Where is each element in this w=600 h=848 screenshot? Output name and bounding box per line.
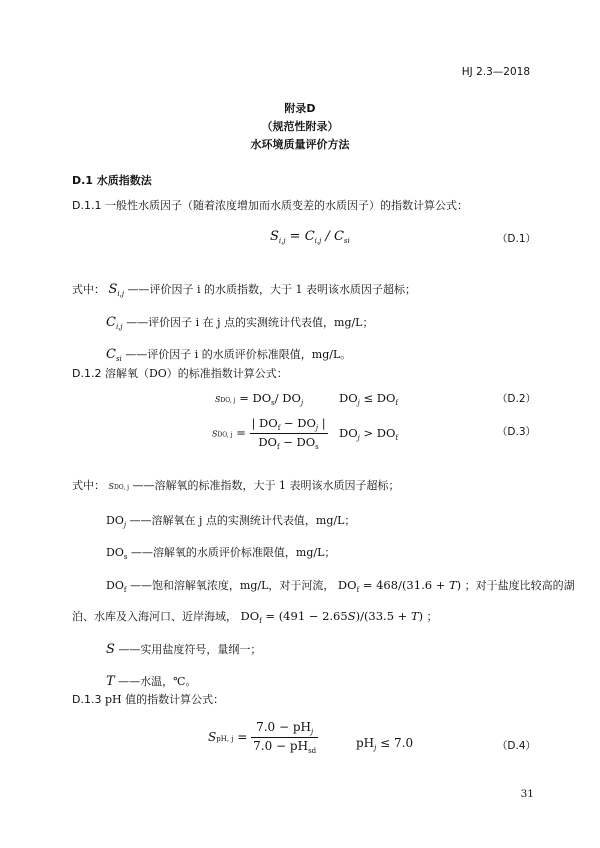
symbol-s: S [106,642,115,657]
symbol-csi: $C_{si}$ [106,347,122,363]
where-label: 式中： [72,283,105,296]
d12-def-row-3 [106,544,335,561]
d12-def-row-2 [106,512,355,529]
d12-intro [72,365,288,381]
appendix-title: 水环境质量评价方法 [250,138,350,151]
d11-def1: ——评价因子 i 的水质指数，大于 1 表明该水质因子超标； [127,283,417,296]
symbol-t: T [106,674,115,689]
condition-d4: $pH_j \le 7.0$ [356,736,414,752]
condition-d3: $DO_j > DO_f$ [339,426,399,442]
formula-dof-river: $DO_f = 468/(31.6 + T)$ [337,578,462,594]
d11-label: D.1.1 [72,199,102,212]
d13-label: D.1.3 [72,693,102,706]
symbol-sij: $S_{i,j}$ [108,282,125,298]
d13-intro [72,691,224,707]
section-heading: D.1 水质指数法 [72,174,152,187]
eq-d4-number: （D.4） [496,740,536,752]
d12-def1: ——溶解氧的标准指数，大于 1 表明该水质因子超标； [132,479,400,492]
d11-intro [72,197,468,213]
d12-text: 溶解氧（DO）的标准指数计算公式： [104,367,288,380]
d12-def-row-6 [106,673,196,689]
formula-dof-saline: $DO_f = (491 - 2.65S)/(33.5 + T)$ [240,609,424,625]
d11-def3: ——评价因子 i 的水质评价标准限值，mg/L。 [125,348,352,361]
d12-label: D.1.2 [72,367,102,380]
symbol-dos: $DO_s$ [106,546,128,561]
appendix-type: （规范性附录） [261,120,339,133]
d11-def-row-2 [106,314,374,331]
d13-text: pH 值的指数计算公式： [104,693,225,706]
eq-d2-number: （D.2） [496,393,536,405]
d11-def-row-3 [106,346,351,363]
d12-def-row-5 [106,641,261,657]
d12-def-row-4b [72,608,438,625]
d12-def4: ——饱和溶解氧浓度，mg/L，对于河流， [129,579,335,592]
d12-def5: ——实用盐度符号，量纲一； [118,643,262,656]
d12-def4-tail: ；对于盐度比较高的湖 [464,579,575,592]
standard-code: HJ 2.3—2018 [461,66,530,78]
equation-d2: SDO, $j = DO_s/$ $DO_j$ [215,391,304,407]
d11-def-row-1 [72,281,416,298]
page-number: 31 [520,788,534,800]
d12-def4-line2: 泊、水库及入海河口、近岸海域， [72,610,237,623]
d11-text: 一般性水质因子（随着浓度增加而水质变差的水质因子）的指数计算公式： [104,199,468,212]
symbol-dof: $DO_f$ [106,579,127,594]
eq-d1-number: （D.1） [496,233,536,245]
d11-def2: ——评价因子 i 在 j 点的实测统计代表值，mg/L； [126,316,374,329]
appendix-label: 附录D [284,102,316,115]
equation-d4: SpH, j = $\frac{7.0 - pH_j}{7.0 - pH_{sd}}$ [208,720,317,755]
symbol-doj: $DO_j$ [106,514,127,529]
where-label-2: 式中： [72,479,105,492]
d12-def-row-4 [106,577,575,594]
d12-def-row-1: 式中： SDO, j ——溶解氧的标准指数，大于 1 表明该水质因子超标； [72,479,400,492]
d12-def3: ——溶解氧的水质评价标准限值，mg/L； [130,546,336,559]
d12-def4-line2-tail: ； [426,610,438,623]
d12-def2: ——溶解氧在 j 点的实测统计代表值，mg/L； [129,514,356,527]
equation-d1: $S_{i,j} = C_{i,j} / C_{si}$ [270,229,350,245]
condition-d2: $DO_j \le DO_f$ [339,391,399,407]
symbol-sdoj: S [108,482,114,491]
equation-d3: SDO, j = $\frac{| DO_f - DO_j |}{DO_f - DO_s}$ [212,416,326,451]
d12-def6: ——水温，℃。 [118,675,197,688]
symbol-cij: $C_{i,j}$ [106,315,123,331]
eq-d3-number: （D.3） [496,426,536,438]
